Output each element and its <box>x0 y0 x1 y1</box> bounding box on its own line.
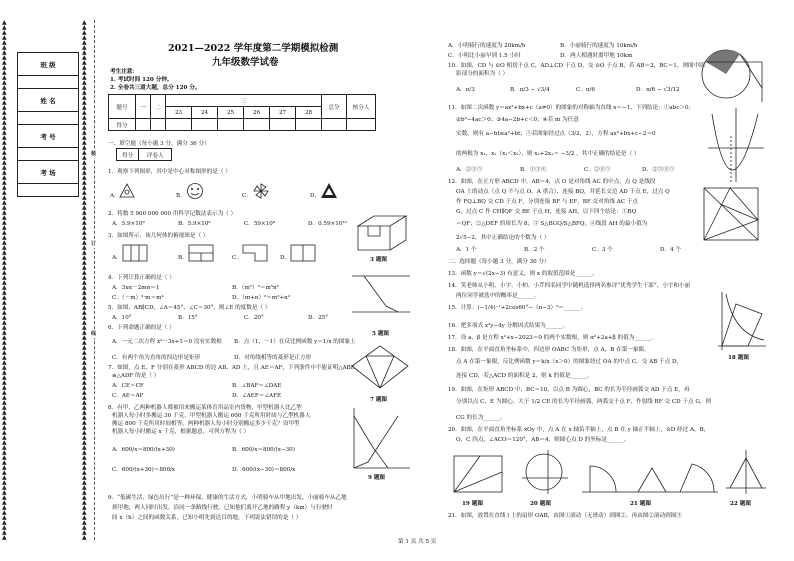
q9-opt-d: D．两人相遇时离甲地 10km <box>560 53 633 59</box>
q3-option-c-figure <box>242 244 268 262</box>
figure-20 <box>520 448 570 496</box>
q9-opt-a: A．小明骑行的速度为 20km/h <box>448 43 526 49</box>
q10-text: 10．如图，CD 与 ⊙O 相切于点 C，AD⊥CD 于点 D，交 ⊙O 于点 B，若 AB＝2，BC＝1，则图中阴 <box>448 63 705 69</box>
score-sub-28: 28 <box>296 107 322 119</box>
q7-opt-d: D．∠AEF＝∠AFE <box>232 393 282 399</box>
q12-text-2: OA 上的动点（点 Q 不与点 O，A 重合），连接 BQ，并延长交边 AD 于点 E，过点 Q <box>456 189 670 195</box>
q12-text-3: 作 FQ⊥BQ 交 CD 于点 F，分别连接 BF 与 EF，BF 交对角线 AC 于点 <box>456 199 638 205</box>
q5-opt-a: A．10° <box>112 315 132 321</box>
q10-text-2: 影部分的面积为（ ） <box>456 71 509 77</box>
q8-opt-c: C．600/(x+30)＝800/x <box>112 467 176 473</box>
q8-text-3: 搬运 800 千克所用时间相等，两种机器人每小时分别搬运多少千克？设甲型 <box>112 421 300 427</box>
q11-text-4: 的两根为 x₁，x₂（x₁＜x₂），则 x₁+2x₂＝ −3/2 ，其中正确的结论是（ ） <box>456 151 640 157</box>
score-cell[interactable] <box>244 119 270 131</box>
q18-text-2: 点 A 在第一象限，反比例函数 y＝k/x（x＞0）的图象经过 OA 的中点 C，交 AB 于点 D， <box>456 359 683 365</box>
q11-opt-c: C．②④⑤ <box>584 167 611 173</box>
figure-5-label: 5 题图 <box>372 331 390 337</box>
score-hdr-tihao: 题号 <box>109 95 136 119</box>
q3-option-b-figure <box>188 244 214 262</box>
exam-subtitle: 九年级数学试卷 <box>212 57 279 68</box>
q8-text-2: 机器人每小时多搬运 30 千克，甲型机器人搬运 600 千克所用时间与乙型机器人 <box>112 413 311 419</box>
q17-text: 17．设 a，β 是方程 x²+x−2023＝0 的两个实数根，则 α²+2a+β 的值为______。 <box>448 335 657 341</box>
section1-heading: 一、填空题（每小题 3 分，满分 36 分） <box>108 141 210 147</box>
q20-text: 20．如图，在平面直角坐标系 xOy 中，点 A 在 x 轴负半轴上，点 B 在 y 轴正半轴上，⊙D 经过 A，B， <box>448 427 710 433</box>
q9-text-2: 到甲地，两人同时出发，沿同一条路线行驶，已知他们离开乙地的路程 y（km）与行驶时 <box>112 505 333 511</box>
q21-text: 21．如图，放置在直线 l 上的扇形 OAB，由图①滚动（无滑动）到图②，再由图②滚动到图③ <box>448 513 682 519</box>
q8-opt-b: B．600/x＝800/(x−30) <box>232 447 295 453</box>
figure-9 <box>348 406 412 472</box>
figure-9-label: 9 题图 <box>368 475 386 481</box>
q5-text: 5．如图，AB∥CD，∠A＝45°，∠C＝30°，则∠E 的度数是（ ） <box>108 305 271 311</box>
pingjuan-label: 评卷人 <box>139 149 172 161</box>
q2-text: 2．将数 5 900 000 000 用科学记数法表示为（ ） <box>108 211 237 217</box>
q13-text: 13．函数 y＝√(2x−3) 有意义，则 x 的取值范围是______。 <box>448 271 598 277</box>
q1-opt-c: C． <box>242 193 252 199</box>
q4-opt-c: C．（－m）³·m＝m⁴ <box>112 295 164 301</box>
name-label: 姓 名 <box>18 89 79 112</box>
q7-text-2: ≌△ADF 的是（ ） <box>112 373 160 379</box>
q19-text-2: 分别以点 C，E 为圆心，大于 1/2 CE 的长为半径画弧，两弧交于点 F，作射线 BF 交 CD 于点 G，则 <box>456 399 711 405</box>
smiley-icon <box>186 182 204 200</box>
binder-ding: 订 <box>91 241 97 247</box>
figure-10 <box>700 44 766 106</box>
figure-20-label: 20 题图 <box>530 501 551 507</box>
triangle-border-right: ▲ ▲ ▲ ▲ ▲ ▲ ▲ ▲ ▲ ▲ ▲ ▲ ▲ ▲ ▲ ▲ ▲ ▲ ▲ ▲ ▲ ▲ ▲ ▲ ▲ ▲ ▲ ▲ ▲ ▲ ▲ ▲ ▲ ▲ ▲ ▲ ▲ ▲ ▲ ▲ ▲ ▲ ▲ ▲ ▲ ▲ ▲ ▲ ▲ ▲ ▲ ▲ ▲ ▲ ▲ ▲ ▲ ▲ ▲ ▲ ▲ ▲ ▲ ▲ ▲ ▲ ▲ ▲ ▲ ▲ ▲ ▲ ▲ ▲ ▲ ▲ ▲ ▲ ▲ ▲ ▲ ▲ ▲ ▲ ▲ ▲ ▲ ▲ ▲ ▲ ▲ ▲ ▲ ▲ ▲ ▲ ▲ ▲ ▲ ▲ ▲ ▲ ▲ ▲ <box>82 20 87 540</box>
score-cell[interactable] <box>322 119 347 131</box>
room-label: 考 场 <box>18 161 79 184</box>
score-hdr-checker: 核分人 <box>347 95 376 119</box>
binder-zhuang: 装 <box>91 151 97 157</box>
figure-22 <box>724 448 768 496</box>
figure-21 <box>580 448 720 496</box>
q11-opt-d: D．②③④⑤ <box>642 167 675 173</box>
q1-opt-a: A． <box>110 193 120 199</box>
pinwheel-icon <box>252 182 270 200</box>
q3-opt-b: B． <box>178 255 188 261</box>
q11-text: 11．如图二次函数 y＝ax²+bx+c（a≠0）的图象的对称轴为直线 x＝−1，下列结论：①abc＞0； <box>448 105 695 111</box>
figure-22-label: 22 题图 <box>730 501 751 507</box>
q8-text: 8．有甲、乙两种机器人都被用来搬运某体育用品室内货物，甲型机器人比乙型 <box>108 405 302 411</box>
q10-opt-b: B．π/3 − √3/4 <box>510 87 550 93</box>
score-cell[interactable] <box>218 119 244 131</box>
q4-opt-d: D．（m+n）²＝m²+n² <box>232 295 290 301</box>
q3-opt-d: D． <box>280 255 291 261</box>
section1-grader-box <box>116 148 172 161</box>
score-cell[interactable] <box>270 119 296 131</box>
q12-opt-d: D．4 个 <box>660 247 682 253</box>
q9-opt-b: B．小丽骑行的速度为 10km/h <box>560 43 638 49</box>
q6-text: 6．下列命题正确的是（ ） <box>108 325 175 331</box>
notes-title: 考生注意： <box>110 69 138 75</box>
score-hdr-1: 一 <box>136 95 151 119</box>
score-cell[interactable] <box>296 119 322 131</box>
q4-opt-b: B．（m²）³＝m⁵n⁶ <box>232 285 279 291</box>
score-row-defen: 得分 <box>109 119 136 131</box>
student-info-table <box>17 52 79 197</box>
binding-strip <box>0 0 98 561</box>
q3-text: 3．如图所示，该几何体的俯视图是（ ） <box>108 233 209 239</box>
q1-text: 1．观察下列图形，其中是中心对称图形的是（ ） <box>108 169 231 175</box>
q2-opt-a: A．5.9×10⁹ <box>112 221 145 227</box>
figure-7-label: 7 题图 <box>370 397 388 403</box>
q2-opt-b: B．5.9×10⁸ <box>178 221 211 227</box>
score-cell[interactable] <box>192 119 218 131</box>
q19-text-3: CG 的长为______。 <box>456 415 506 421</box>
q12-opt-b: B．2 个 <box>524 247 545 253</box>
figure-18-label: 18 题图 <box>728 355 749 361</box>
q8-opt-d: D．600/(x−30)＝800/x <box>232 467 296 473</box>
score-hdr-2: 二 <box>151 95 166 119</box>
q4-opt-a: A．3xα－2mα＝1 <box>112 285 160 291</box>
figure-5 <box>350 266 412 322</box>
q12-opt-c: C．3 个 <box>592 247 613 253</box>
q2-opt-c: C．59×10⁸ <box>244 221 276 227</box>
q10-opt-a: A．π/3 <box>456 87 475 93</box>
score-sub-24: 24 <box>192 107 218 119</box>
q9-opt-c: C．小明比小丽早到 1.5 小时 <box>448 53 521 59</box>
q1-opt-d: D． <box>310 193 321 199</box>
score-cell[interactable] <box>166 119 192 131</box>
defen-label: 得分 <box>117 149 139 161</box>
q4-text: 4．下列计算正确的是（ ） <box>108 275 175 281</box>
q14-text-2: 两位同学被选中的概率是______。 <box>456 293 540 299</box>
score-sub-27: 27 <box>270 107 296 119</box>
exam-no-label: 考 号 <box>18 125 79 148</box>
q12-text-5: ＝QF；②△DEF 的周长为 8；③ S△BGQ/S△BFQ；④线段 AH 的最小值为 <box>456 221 648 227</box>
q10-opt-d: D．π/6 − √3/12 <box>636 87 680 93</box>
q9-text-3: 间 x（h）之间的函数关系，已知小明先到达目的地，下列说法错误的是（ ） <box>112 515 302 521</box>
exam-no-field[interactable] <box>18 148 79 161</box>
triangle-border-left: ▲ ▲ ▲ ▲ ▲ ▲ ▲ ▲ ▲ ▲ ▲ ▲ ▲ ▲ ▲ ▲ ▲ ▲ ▲ ▲ ▲ ▲ ▲ ▲ ▲ ▲ ▲ ▲ ▲ ▲ ▲ ▲ ▲ ▲ ▲ ▲ ▲ ▲ ▲ ▲ ▲ ▲ ▲ ▲ ▲ ▲ ▲ ▲ ▲ ▲ ▲ ▲ ▲ ▲ ▲ ▲ ▲ ▲ ▲ ▲ ▲ ▲ ▲ ▲ ▲ ▲ ▲ ▲ ▲ ▲ ▲ ▲ ▲ ▲ ▲ ▲ ▲ ▲ ▲ ▲ ▲ ▲ ▲ ▲ ▲ ▲ ▲ ▲ ▲ ▲ ▲ ▲ ▲ ▲ ▲ ▲ ▲ ▲ ▲ ▲ ▲ ▲ ▲ ▲ <box>2 20 7 540</box>
figure-12 <box>700 184 762 244</box>
exam-title: 2021—2022 学年度第二学期模拟检测 <box>168 43 339 54</box>
score-sub-26: 26 <box>244 107 270 119</box>
q11-text-2: ②b²−4ac＞0；③4a−2b+c＜0；④若 m 为任意 <box>456 117 579 123</box>
note-1: 1. 考试时间 120 分钟。 <box>110 77 173 83</box>
q12-text-6: 2√5−2，其中正确结论的个数为（ ） <box>456 235 550 241</box>
binder-xian: 线 <box>91 331 97 337</box>
q7-opt-a: A．CE＝CF <box>112 383 144 389</box>
q7-opt-b: B．∠BAF＝∠DAE <box>232 383 282 389</box>
q3-option-a-figure <box>122 244 148 262</box>
binding-line <box>94 20 95 540</box>
q19-text: 19．如图，在矩形 ABCD 中，BC＝10，以点 B 为圆心，BC 的长为半径画弧交 AD 于点 E，再 <box>448 387 690 393</box>
figure-3 <box>354 212 410 254</box>
score-sub-23: 23 <box>166 107 192 119</box>
q20-text-2: O，C 四点，∠ACO＝120°，AB＝4，则圆心点 D 的坐标是______。 <box>456 437 630 443</box>
q15-text: 15．计算：(−1/4)⁻¹+2cos60°−（π−3）⁰＝______。 <box>448 305 587 311</box>
q6-opt-a: A．一元二次方程 x²－3x+1＝0 没有实数根 <box>112 339 222 345</box>
q12-text: 12．如图，在正方形 ABCD 中，AB＝4，点 O 是对角线 AC 的中点，点 Q 是线段 <box>448 179 656 185</box>
room-field[interactable] <box>18 184 79 197</box>
q10-opt-c: C．π/6 <box>576 87 595 93</box>
score-cell[interactable] <box>136 119 151 131</box>
q7-opt-c: C．AE＝AF <box>112 393 144 399</box>
figure-18 <box>712 290 768 352</box>
figure-3-label: 3 题图 <box>370 257 388 263</box>
section2-heading: 二、选择题（每小题 3 分，满分 30 分） <box>448 259 550 265</box>
score-sub-25: 25 <box>218 107 244 119</box>
q6-opt-c: C．有两个角为直角的四边形是矩形 <box>112 355 201 361</box>
q5-opt-c: C．20° <box>244 315 264 321</box>
name-field[interactable] <box>18 112 79 125</box>
q11-opt-a: A．②③⑤ <box>456 167 483 173</box>
q6-opt-b: B．点（1，－1）在反比例函数 y＝1/x 的图象上 <box>234 339 356 345</box>
figure-21-label: 21 题图 <box>630 501 651 507</box>
q18-text-3: 连接 CD，若△ACD 的面积是 2，则 k 的值是______。 <box>456 373 593 379</box>
q1-opt-b: B． <box>176 193 186 199</box>
q5-opt-d: D．25° <box>308 315 328 321</box>
q3-opt-c: C． <box>232 255 242 261</box>
q5-opt-b: B．15° <box>178 315 198 321</box>
figure-19-label: 19 题图 <box>462 501 483 507</box>
q7-text: 7．如图，点 E、F 分别在菱形 ABCD 的边 AB、AD 上，且 AE＝AF，下列条件中不能证明△ABE <box>108 365 355 371</box>
q11-opt-b: B．①③④ <box>520 167 547 173</box>
q8-opt-a: A．600/x＝800/(x+30) <box>112 447 175 453</box>
q2-opt-d: D．0.59×10¹⁰ <box>308 221 347 227</box>
score-table <box>108 94 376 131</box>
q16-text: 16．把多项式 x³y−4y 分解因式结果为______。 <box>448 323 569 329</box>
q12-opt-a: A．1 个 <box>456 247 477 253</box>
q18-text: 18．如图，在平面直角坐标系中，四边形 OABC 为矩形，点 A，B 在第一象限， <box>448 347 650 353</box>
q6-opt-d: D．对角线相等的菱形是正方形 <box>234 355 312 361</box>
score-hdr-3: 三 <box>166 95 322 107</box>
q14-text: 14．笑老师从小明、小宇、小柏、小芹四名同学中随机选择两名参评“优秀学生干部”，小宇和小丽 <box>448 283 691 289</box>
figure-19 <box>450 452 506 496</box>
q3-option-d-figure <box>290 244 316 262</box>
figure-7 <box>350 344 410 390</box>
score-cell[interactable] <box>151 119 166 131</box>
q11-text-3: 实数，则有 a−bt≤a²+bt；⑤若图象经过点（3/2，2），方程 ax²+bx+c−2＝0 <box>456 131 656 137</box>
recycle-icon <box>118 182 136 200</box>
q9-text: 9．“低碳生活，绿色出行”是一种环保、健康的生活方式，小明骑车从甲地出发，小丽骑车从乙地 <box>108 495 347 501</box>
recycle-triangle-icon <box>320 182 338 200</box>
figure-11-parabola <box>706 106 766 184</box>
q3-opt-a: A． <box>112 255 122 261</box>
score-cell[interactable] <box>347 119 376 131</box>
q8-text-4: 机器人每小时搬运 x 千克，根据题意，可列方程为（ ） <box>112 429 250 435</box>
q12-text-4: G，过点 C 作 CH∥QF 交 BE 于点 H，连接 AH，以下四个结论：①BQ <box>456 209 637 215</box>
page-footer: 第 1 页 共 5 页 <box>398 539 437 545</box>
class-field[interactable] <box>18 76 79 89</box>
note-2: 2. 全卷共三道大题，总分 120 分。 <box>110 85 201 91</box>
class-label: 班 级 <box>18 53 79 76</box>
score-hdr-total: 总分 <box>322 95 347 119</box>
